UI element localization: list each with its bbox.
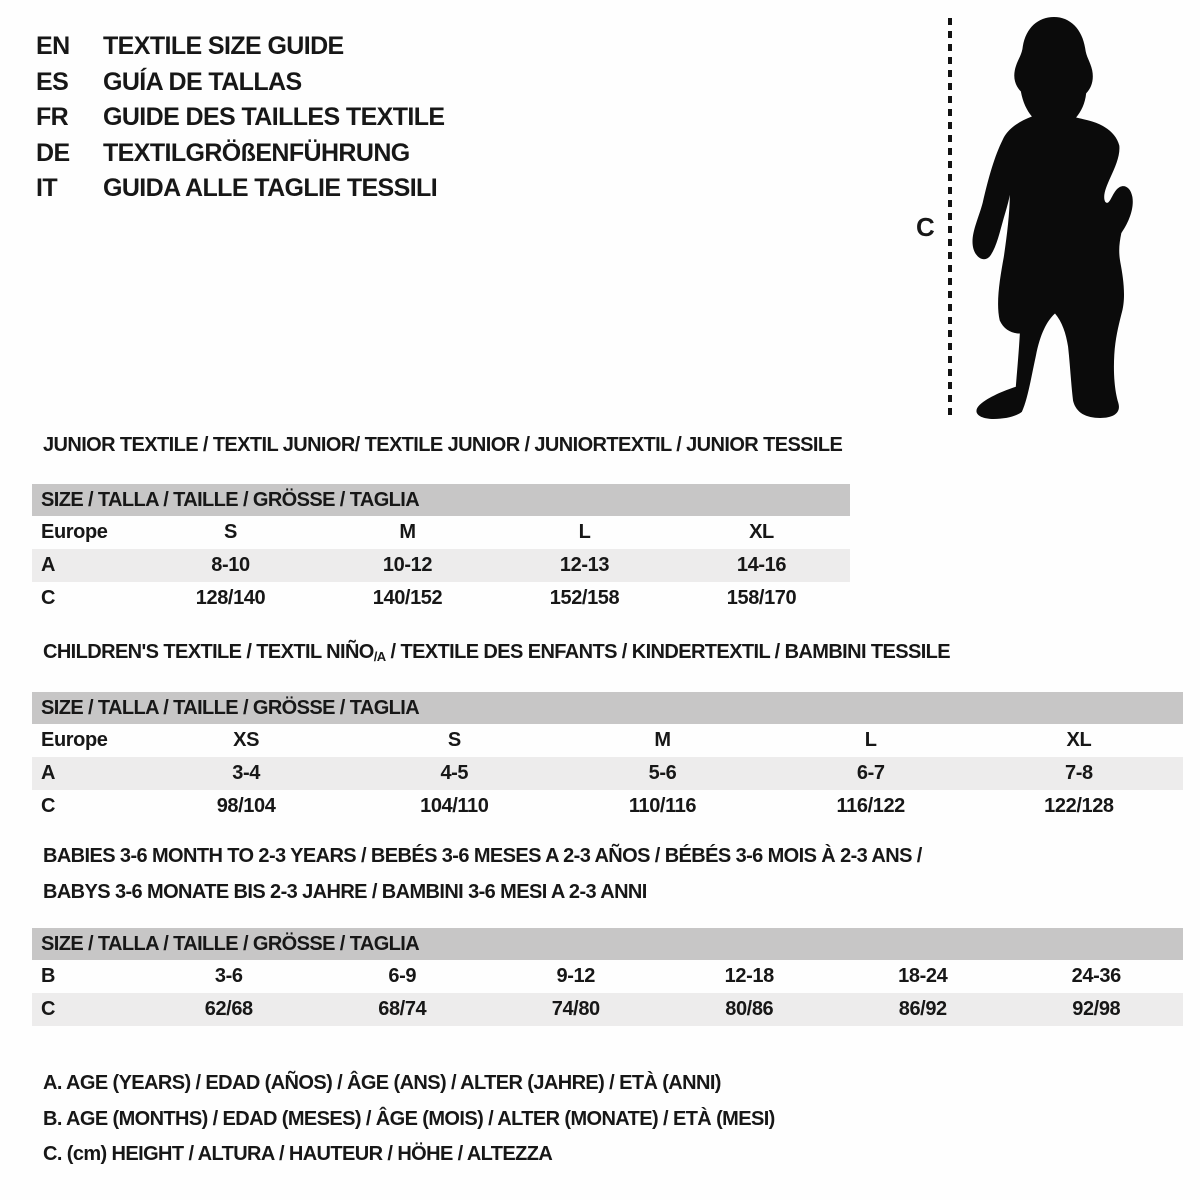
table-cell: 10-12 — [382, 554, 433, 576]
row-label: B — [41, 965, 56, 987]
language-title-list — [36, 29, 445, 207]
row-label: A — [41, 554, 56, 576]
children-section-title — [43, 641, 950, 664]
language-code: DE — [36, 138, 70, 167]
language-title: TEXTILE SIZE GUIDE — [103, 32, 344, 61]
table-cell: XL — [749, 521, 774, 543]
size-header-bar: SIZE / TALLA / TAILLE / GRÖSSE / TAGLIA — [32, 928, 1183, 960]
language-title: GUIDA ALLE TAGLIE TESSILI — [103, 174, 438, 203]
babies-size-table — [32, 928, 1183, 1026]
table-cell: 128/140 — [195, 587, 266, 609]
language-row — [36, 65, 445, 101]
table-row — [32, 582, 850, 615]
table-cell: 152/158 — [549, 587, 620, 609]
table-row — [32, 516, 850, 549]
table-cell: 24-36 — [1071, 965, 1121, 987]
language-code: EN — [36, 32, 70, 61]
table-cell: 3-6 — [214, 965, 243, 987]
height-dashed-line — [948, 18, 952, 417]
table-cell: 3-4 — [232, 762, 260, 784]
table-cell: 68/74 — [378, 998, 427, 1020]
table-cell: M — [399, 521, 416, 543]
row-label: C — [41, 587, 56, 609]
table-cell: 74/80 — [551, 998, 600, 1020]
table-cell: 6-9 — [388, 965, 417, 987]
table-cell: 122/128 — [1044, 795, 1114, 817]
table-cell: 62/68 — [204, 998, 253, 1020]
table-cell: 110/116 — [628, 795, 697, 817]
height-measure-label: C — [916, 212, 935, 242]
language-row — [36, 171, 445, 207]
children-title-main: CHILDREN'S TEXTILE / TEXTIL NIÑO — [43, 641, 374, 663]
table-cell: M — [654, 729, 671, 751]
size-header-bar: SIZE / TALLA / TAILLE / GRÖSSE / TAGLIA — [32, 484, 850, 516]
table-row — [32, 724, 1183, 757]
language-title: TEXTILGRÖßENFÜHRUNG — [103, 138, 410, 167]
table-cell: 98/104 — [216, 795, 276, 817]
junior-section-title: JUNIOR TEXTILE / TEXTIL JUNIOR/ TEXTILE JUNIOR / JUNIORTEXTIL / JUNIOR TESSILE — [43, 434, 843, 456]
size-header-bar: SIZE / TALLA / TAILLE / GRÖSSE / TAGLIA — [32, 692, 1183, 724]
language-row — [36, 136, 445, 172]
table-cell: XS — [233, 729, 260, 751]
table-row — [32, 757, 1183, 790]
row-label: C — [41, 795, 56, 817]
table-cell: 104/110 — [420, 795, 489, 817]
table-cell: 5-6 — [648, 762, 677, 784]
babies-section-title-line2: BABYS 3-6 MONATE BIS 2-3 JAHRE / BAMBINI 3-6 MESI A 2-3 ANNI — [43, 881, 647, 903]
table-cell: 14-16 — [736, 554, 787, 576]
language-code: FR — [36, 103, 69, 132]
language-row — [36, 100, 445, 136]
measure-legend — [43, 1066, 775, 1173]
table-cell: XL — [1066, 729, 1092, 751]
table-cell: 6-7 — [856, 762, 885, 784]
table-cell: 12-13 — [559, 554, 610, 576]
table-cell: 4-5 — [440, 762, 469, 784]
table-cell: 9-12 — [556, 965, 595, 987]
table-cell: 92/98 — [1072, 998, 1121, 1020]
table-cell: 12-18 — [724, 965, 774, 987]
table-cell: L — [578, 521, 591, 543]
language-code: ES — [36, 67, 69, 96]
language-code: IT — [36, 174, 58, 203]
language-title: GUIDE DES TAILLES TEXTILE — [103, 103, 445, 132]
legend-line-c: C. (cm) HEIGHT / ALTURA / HAUTEUR / HÖHE / ALTEZZA — [43, 1143, 553, 1166]
table-cell: 7-8 — [1065, 762, 1093, 784]
table-cell: 80/86 — [725, 998, 774, 1020]
table-cell: S — [224, 521, 237, 543]
table-cell: 18-24 — [898, 965, 948, 987]
table-row — [32, 993, 1183, 1026]
table-cell: 86/92 — [898, 998, 947, 1020]
children-title-rest: / TEXTILE DES ENFANTS / KINDERTEXTIL / BAMBINI TESSILE — [385, 641, 951, 663]
toddler-silhouette — [963, 14, 1145, 426]
legend-line-a: A. AGE (YEARS) / EDAD (AÑOS) / ÂGE (ANS) / ALTER (JAHRE) / ETÀ (ANNI) — [43, 1072, 721, 1095]
table-row — [32, 790, 1183, 823]
table-cell: 116/122 — [836, 795, 905, 817]
language-row — [36, 29, 445, 65]
table-row — [32, 549, 850, 582]
table-cell: 8-10 — [211, 554, 250, 576]
row-label: A — [41, 762, 56, 784]
children-title-subscript: /A — [373, 649, 386, 664]
babies-section-title-line1: BABIES 3-6 MONTH TO 2-3 YEARS / BEBÉS 3-6 MESES A 2-3 AÑOS / BÉBÉS 3-6 MOIS À 2-3 ANS / — [43, 845, 922, 867]
row-label: C — [41, 998, 56, 1020]
row-label: Europe — [41, 729, 108, 751]
children-size-table — [32, 692, 1183, 823]
table-cell: 140/152 — [372, 587, 443, 609]
junior-size-table — [32, 484, 850, 615]
legend-line-b: B. AGE (MONTHS) / EDAD (MESES) / ÂGE (MOIS) / ALTER (MONATE) / ETÀ (MESI) — [43, 1107, 775, 1130]
table-cell: S — [447, 729, 461, 751]
table-cell: 158/170 — [726, 587, 797, 609]
table-row — [32, 960, 1183, 993]
table-cell: L — [864, 729, 877, 751]
row-label: Europe — [41, 521, 108, 543]
language-title: GUÍA DE TALLAS — [103, 67, 302, 96]
